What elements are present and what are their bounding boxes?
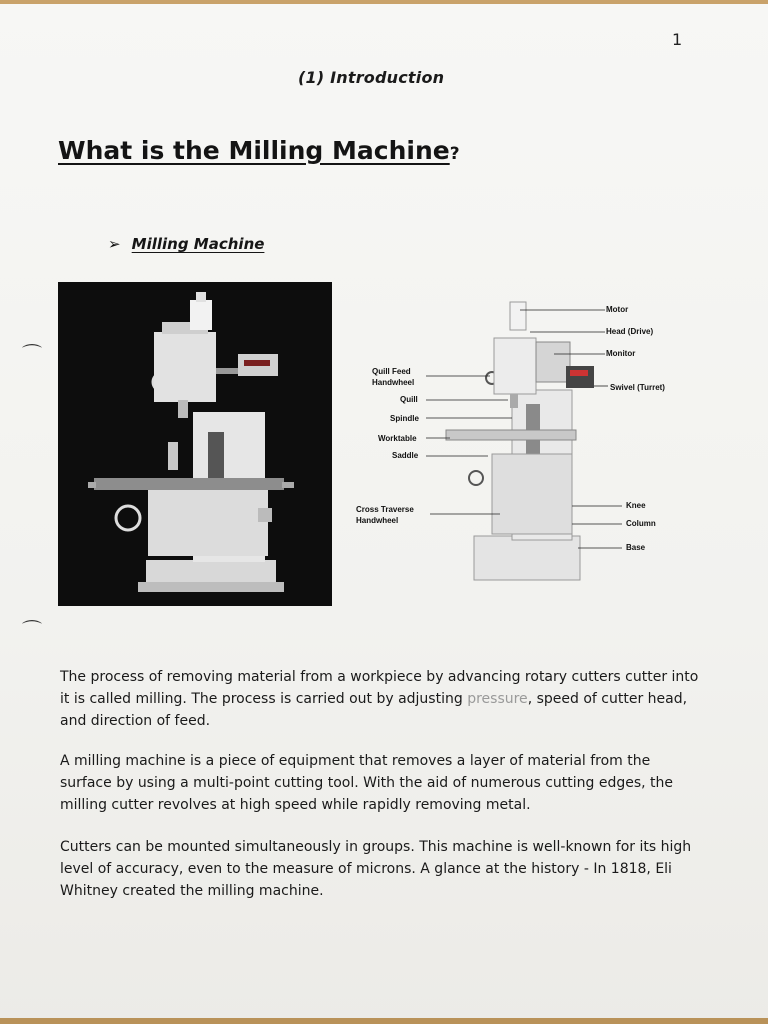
label-swivel-turret: Swivel (Turret) [610, 383, 665, 392]
label-knee: Knee [626, 501, 646, 510]
label-quill-feed-line1: Quill Feed [372, 367, 411, 376]
label-base: Base [626, 543, 646, 552]
page-number: 1 [672, 30, 683, 49]
label-quill: Quill [400, 395, 418, 404]
binder-hole-mark-lower: ⌒ [22, 618, 42, 642]
label-column: Column [626, 519, 656, 528]
paragraph-history: Cutters can be mounted simultaneously in groups. This machine is well-known for its high level of accuracy, even to the measure of microns. A glance at the history - In 1818, Eli Whitney created the milling machine. [60, 839, 692, 899]
milling-machine-photo [58, 282, 332, 606]
paragraph-milling-process-end: , speed of cutter head, and direction of feed. [60, 691, 688, 729]
page-title-question-mark: ? [449, 144, 460, 164]
page-title: What is the Milling Machine [58, 136, 450, 165]
binder-hole-mark-upper: ⌒ [22, 342, 42, 366]
section-heading-row [108, 234, 264, 253]
page-title-row [58, 136, 460, 165]
label-quill-feed-line2: Handwheel [372, 378, 415, 387]
label-monitor: Monitor [606, 349, 636, 358]
label-motor: Motor [606, 305, 629, 314]
label-spindle: Spindle [390, 414, 419, 423]
label-cross-traverse-line1: Cross Traverse [356, 505, 414, 514]
paper-bottom-edge [0, 1018, 768, 1024]
milling-machine-photo-illustration [58, 282, 332, 606]
faded-word-pressure: pressure [467, 691, 528, 707]
label-cross-traverse-line2: Handwheel [356, 516, 399, 525]
arrow-bullet-icon: ➢ [108, 235, 121, 253]
milling-machine-diagram [350, 294, 700, 594]
paper-top-edge [0, 0, 768, 4]
paragraph-milling-process-text: The process of removing material from a workpiece by advancing rotary cutters cutter into it is called milling. The process is carried out by adjusting [60, 669, 699, 707]
section-subtitle: (1) Introduction [298, 68, 445, 87]
section-heading: Milling Machine [131, 235, 265, 253]
diagram-machine-drawing [446, 302, 594, 580]
label-worktable: Worktable [378, 434, 417, 443]
paragraph-milling-machine-definition: A milling machine is a piece of equipment that removes a layer of material from the surface by using a multi-point cutting tool. With the aid of numerous cutting edges, the milling cutter revolves at high speed while rapidly removing metal. [60, 753, 674, 813]
labelled-diagram [350, 294, 700, 594]
label-saddle: Saddle [392, 451, 419, 460]
label-head-drive: Head (Drive) [606, 327, 654, 336]
paragraph-milling-process [60, 666, 700, 732]
